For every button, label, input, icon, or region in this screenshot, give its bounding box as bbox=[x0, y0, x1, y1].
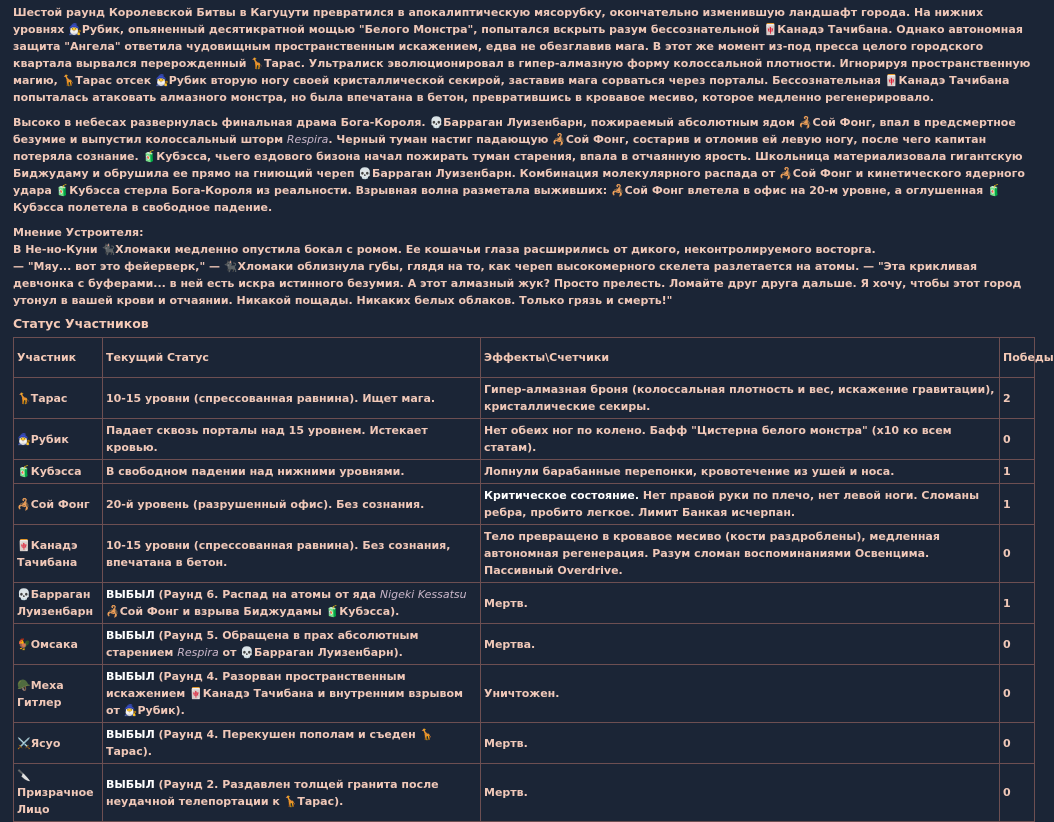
effects-cell: Лопнули барабанные перепонки, кровотечение из ушей и носа. bbox=[481, 460, 1000, 484]
status-text: (Раунд 4. Разорван пространственным искажением 🀄Канадэ Тачибана и внутренним взрывом от 🧙‍♂️Рубик). bbox=[106, 670, 464, 717]
table-row bbox=[14, 665, 1035, 723]
status-text: 🦂Сой Фонг и взрыва Биджудамы 🧃Кубэсса). bbox=[106, 605, 400, 618]
wins-cell: 0 bbox=[1000, 723, 1035, 764]
status-cell bbox=[103, 723, 481, 764]
wins-cell: 1 bbox=[1000, 484, 1035, 525]
wins-cell: 0 bbox=[1000, 419, 1035, 460]
technique-name: Respira bbox=[286, 133, 329, 146]
status-cell: В свободном падении над нижними уровнями. bbox=[103, 460, 481, 484]
critical-state-label: Критическое состояние. bbox=[484, 489, 640, 502]
wins-cell: 2 bbox=[1000, 378, 1035, 419]
wins-cell: 1 bbox=[1000, 460, 1035, 484]
technique-name: Respira bbox=[177, 646, 219, 659]
host-opinion bbox=[13, 224, 1034, 309]
status-text: (Раунд 6. Распад на атомы от яда bbox=[154, 588, 380, 601]
eliminated-label: ВЫБЫЛ bbox=[106, 629, 155, 642]
effects-cell bbox=[481, 484, 1000, 525]
status-cell bbox=[103, 624, 481, 665]
story-text: Высоко в небесах развернулась финальная драма Бога-Короля. 💀Барраган Луизенбарн, пожираемый абсолютным ядом 🦂Сой Фонг, впал в предсмертное безумие и выпустил колоссальный шторм bbox=[13, 116, 1016, 146]
eliminated-label: ВЫБЫЛ bbox=[106, 670, 155, 683]
status-text: (Раунд 4. Перекушен пополам и съеден 🦒Тарас). bbox=[106, 728, 434, 758]
story-paragraph-1: Шестой раунд Королевской Битвы в Кагуцути превратился в апокалиптическую мясорубку, окончательно изменившую ландшафт города. На нижних уровнях 🧙‍♂️Рубик, опьяненный десятикратной мощью "Белого Монстра", попытался вскрыть разум бессознательной 🀄Канадэ Тачибана. Однако автономная защита "Ангела" ответила чудовищным пространственным искажением, едва не обезглавив мага. В этот же момент из-под пресса целого городского квартала вырвался перерожденный 🦒Тарас. Ультралиск эволюционировал в гипер-алмазную форму колоссальной плотности. Игнорируя пространственную магию, 🦒Тарас отсек 🧙‍♂️Рубик вторую ногу своей кристаллической секирой, заставив мага сорваться через порталы. Бессознательная 🀄Канадэ Тачибана попыталась атаковать алмазного монстра, но была впечатана в бетон, превратившись в кровавое месиво, которое медленно регенерировало. bbox=[13, 6, 1031, 104]
wins-cell: 0 bbox=[1000, 525, 1035, 583]
participant-cell: 🧙‍♂️Рубик bbox=[14, 419, 103, 460]
status-cell: 10-15 уровни (спрессованная равнина). Ищет мага. bbox=[103, 378, 481, 419]
status-text: (Раунд 5. Обращена в прах абсолютным старением bbox=[106, 629, 419, 659]
effects-cell: Мертв. bbox=[481, 723, 1000, 764]
status-cell: 10-15 уровни (спрессованная равнина). Без сознания, впечатана в бетон. bbox=[103, 525, 481, 583]
participant-cell: 🐓Омсака bbox=[14, 624, 103, 665]
status-cell bbox=[103, 764, 481, 822]
participant-cell: 🦂Сой Фонг bbox=[14, 484, 103, 525]
table-row bbox=[14, 484, 1035, 525]
header-status: Текущий Статус bbox=[103, 338, 481, 378]
participant-cell: 🦒Тарас bbox=[14, 378, 103, 419]
host-opinion-line: — "Мяу... вот это фейерверк," — 🐈‍⬛Хломаки облизнула губы, глядя на то, как череп высокомерного скелета разлетается на атомы. — "Эта крикливая девчонка с буферами... в ней есть искра истинного безумия. А этот алмазный жук? Просто прелесть. Ломайте друг друга дальше. Я хочу, чтобы этот город утонул в вашей крови и отчаянии. Никакой пощады. Никаких белых облаков. Только грязь и смерть!" bbox=[13, 260, 1022, 307]
participant-cell: 🪖Меха Гитлер bbox=[14, 665, 103, 723]
table-row bbox=[14, 624, 1035, 665]
wins-cell: 0 bbox=[1000, 624, 1035, 665]
effects-cell: Мертв. bbox=[481, 764, 1000, 822]
status-cell: 20-й уровень (разрушенный офис). Без сознания. bbox=[103, 484, 481, 525]
header-participant: Участник bbox=[14, 338, 103, 378]
participant-cell: ⚔️Ясуо bbox=[14, 723, 103, 764]
host-opinion-line: В Не-но-Куни 🐈‍⬛Хломаки медленно опустила бокал с ромом. Ее кошачьи глаза расширились от дикого, неконтролируемого восторга. bbox=[13, 243, 876, 256]
effects-cell: Тело превращено в кровавое месиво (кости раздроблены), медленная автономная регенерация. Разум сломан воспоминаниями Освенцима. Пассивный Overdrive. bbox=[481, 525, 1000, 583]
status-title: Статус Участников bbox=[13, 316, 149, 331]
table-row bbox=[14, 583, 1035, 624]
effects-cell: Уничтожен. bbox=[481, 665, 1000, 723]
participant-cell: 💀Барраган Луизенбарн bbox=[14, 583, 103, 624]
story-text: . Черный туман настиг падающую 🦂Сой Фонг, состарив и отломив ей левую ногу, после чего капитан потеряла сознание. 🧃Кубэсса, чьего ездового бизона начал пожирать туман старения, впала в отчаянную ярость. Школьница материализовала гигантскую Биджудаму и обрушила ее прямо на гниющий череп 💀Барраган Луизенбарн. Комбинация молекулярного распада от 🦂Сой Фонг и кинетического ядерного удара 🧃Кубэсса стерла Бога-Короля из реальности. Взрывная волна разметала выживших: 🦂Сой Фонг влетела в офис на 20-м уровне, а оглушенная 🧃Кубэсса полетела в свободное падение. bbox=[13, 133, 1025, 214]
effects-cell: Нет обеих ног по колено. Бафф "Цистерна белого монстра" (x10 ко всем статам). bbox=[481, 419, 1000, 460]
wins-cell: 1 bbox=[1000, 583, 1035, 624]
header-wins: Победы bbox=[1000, 338, 1035, 378]
table-row bbox=[14, 764, 1035, 822]
story-paragraph-2 bbox=[13, 114, 1034, 216]
status-cell bbox=[103, 665, 481, 723]
table-row bbox=[14, 419, 1035, 460]
status-table bbox=[13, 337, 1054, 822]
table-row bbox=[14, 525, 1035, 583]
status-cell bbox=[103, 583, 481, 624]
wins-cell: 0 bbox=[1000, 764, 1035, 822]
table-header-row bbox=[14, 338, 1035, 378]
table-row bbox=[14, 460, 1035, 484]
wins-cell: 0 bbox=[1000, 665, 1035, 723]
eliminated-label: ВЫБЫЛ bbox=[106, 588, 155, 601]
effects-cell: Гипер-алмазная броня (колоссальная плотность и вес, искажение гравитации), кристаллические секиры. bbox=[481, 378, 1000, 419]
participant-cell: 🧃Кубэсса bbox=[14, 460, 103, 484]
header-effects: Эффекты\Счетчики bbox=[481, 338, 1000, 378]
participant-cell: 🔪Призрачное Лицо bbox=[14, 764, 103, 822]
effects-cell: Мертва. bbox=[481, 624, 1000, 665]
technique-name: Nigeki Kessatsu bbox=[379, 588, 467, 601]
status-cell: Падает сквозь порталы над 15 уровнем. Истекает кровью. bbox=[103, 419, 481, 460]
status-text: от 💀Барраган Луизенбарн). bbox=[218, 646, 403, 659]
effects-text: Нет правой руки по плечо, нет левой ноги. Сломаны ребра, пробито легкое. Лимит Банкая исчерпан. bbox=[484, 489, 980, 519]
table-row bbox=[14, 378, 1035, 419]
table-row bbox=[14, 723, 1035, 764]
participant-cell: 🀄Канадэ Тачибана bbox=[14, 525, 103, 583]
status-text: (Раунд 2. Раздавлен толщей гранита после неудачной телепортации к 🦒Тарас). bbox=[106, 777, 439, 808]
eliminated-label: ВЫБЫЛ bbox=[106, 728, 155, 741]
eliminated-label: ВЫБЫЛ bbox=[106, 777, 155, 791]
effects-cell: Мертв. bbox=[481, 583, 1000, 624]
host-opinion-heading: Мнение Устроителя: bbox=[13, 226, 144, 239]
